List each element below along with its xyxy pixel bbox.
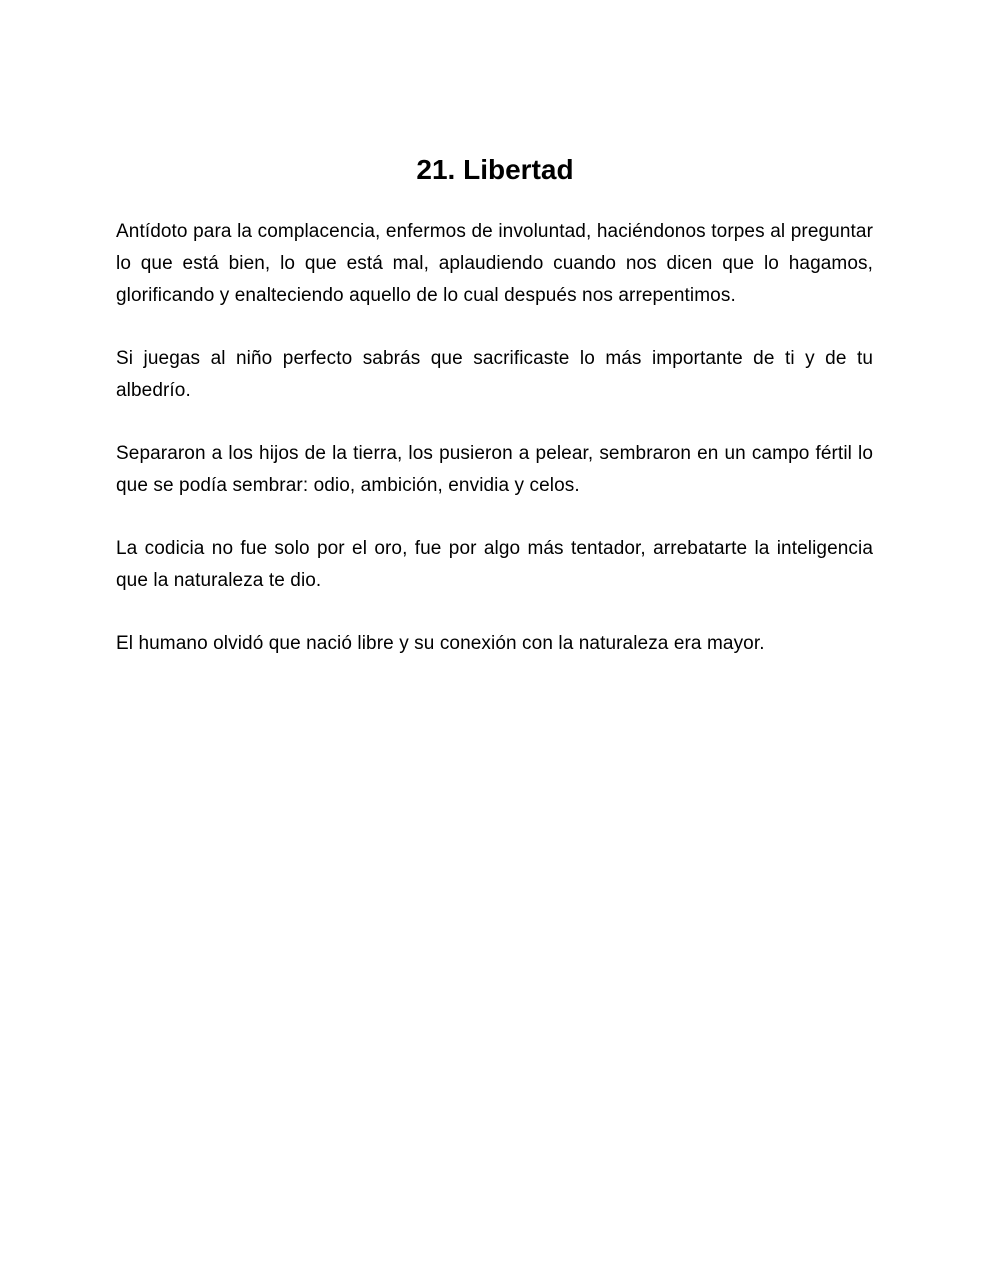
paragraph-2: Si juegas al niño perfecto sabrás que sacrificaste lo más importante de ti y de tu albedrío. — [116, 348, 873, 401]
document-body — [116, 216, 873, 691]
paragraph-4: La codicia no fue solo por el oro, fue por algo más tentador, arrebatarte la inteligencia que la naturaleza te dio. — [116, 538, 873, 591]
paragraph-5: El humano olvidó que nació libre y su conexión con la naturaleza era mayor. — [116, 633, 765, 654]
page-title: 21. Libertad — [416, 154, 574, 185]
paragraph-1: Antídoto para la complacencia, enfermos de involuntad, haciéndonos torpes al preguntar lo que está bien, lo que está mal, aplaudiendo cuando nos dicen que lo hagamos, glorificando y enalteciendo aquello de lo cual después nos arrepentimos. — [116, 221, 873, 306]
paragraph-3: Separaron a los hijos de la tierra, los pusieron a pelear, sembraron en un campo fértil lo que se podía sembrar: odio, ambición, envidia y celos. — [116, 443, 873, 496]
